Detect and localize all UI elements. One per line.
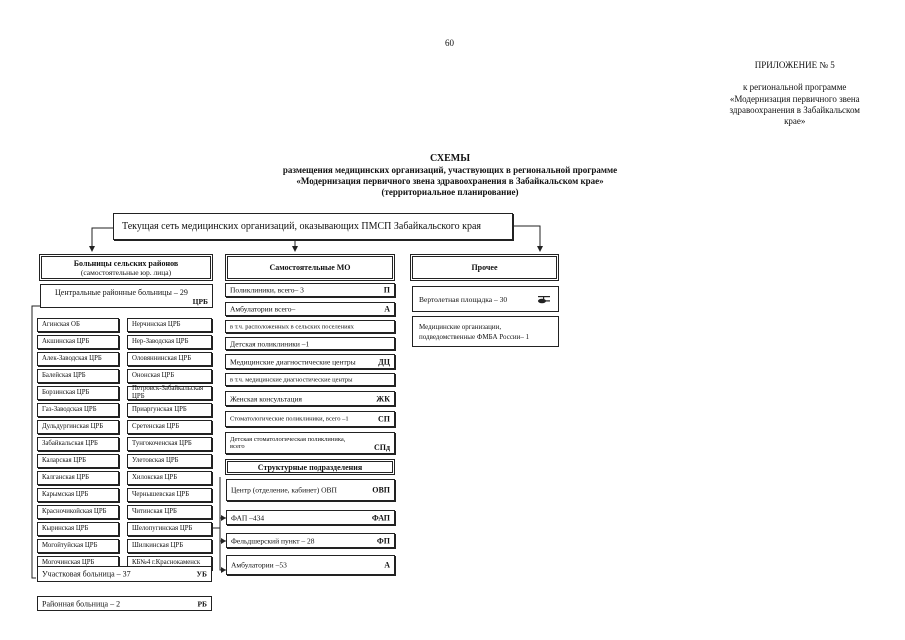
col3-header-label: Прочее	[471, 263, 498, 272]
crb-list-item	[127, 454, 212, 468]
crb-list-item-label: Кыринская ЦРБ	[42, 525, 89, 533]
crb-list-item-label: Алек-Заводская ЦРБ	[42, 355, 102, 363]
appendix-line: крае»	[784, 116, 806, 126]
crb-list-item-label: Могочинская ЦРБ	[42, 559, 95, 567]
crb-list-item-label: Ононская ЦРБ	[132, 372, 175, 380]
col2-item	[225, 432, 395, 454]
crb-list-item-label: Нерчинская ЦРБ	[132, 321, 181, 329]
crb-list-item-label: Каларская ЦРБ	[42, 457, 86, 465]
col2-item-code: А	[384, 304, 390, 314]
col2-item-label: Детская поликлиники –1	[230, 339, 310, 348]
crb-list-item-label: Карымская ЦРБ	[42, 491, 89, 499]
heading-line: (территориальное планирование)	[381, 186, 519, 197]
col2-item-label: Медицинские диагностические центры	[230, 357, 356, 366]
crb-list-item	[37, 488, 119, 502]
crb-list-item-label: Калганская ЦРБ	[42, 474, 90, 482]
crb-list-item-label: Чернышевская ЦРБ	[132, 491, 190, 499]
col2-item-code: ДЦ	[378, 357, 390, 366]
crb-list-item-label: Сретенская ЦРБ	[132, 423, 180, 431]
crb-box	[40, 284, 213, 308]
col2-item-code: ЖК	[376, 394, 390, 403]
col2-sub-item-code: ОВП	[372, 485, 390, 495]
crb-list-item-label: Могойтуйская ЦРБ	[42, 542, 98, 550]
fmba-box	[412, 316, 559, 347]
heli-box	[412, 286, 559, 312]
crb-list-item-label: Тунгокоченская ЦРБ	[132, 440, 192, 448]
crb-list-item	[127, 471, 212, 485]
col2-item	[225, 354, 395, 369]
col1-header	[39, 254, 213, 281]
col2-sub-item	[226, 533, 395, 548]
crb-list-item-label: Забайкальская ЦРБ	[42, 440, 98, 448]
col1-header-subtitle: (самостоятельные юр. лица)	[80, 268, 172, 277]
fmba-line2: подведомственные ФМБА России– 1	[419, 333, 530, 341]
crb-list-item-label: Дульдургинская ЦРБ	[42, 423, 104, 431]
crb-list-item	[127, 335, 212, 349]
appendix-line: «Модернизация первичного звена	[729, 93, 860, 104]
col2-item	[225, 302, 395, 316]
root-box	[113, 213, 513, 240]
heading-line: размещения медицинских организаций, участвующих в региональной программе	[282, 165, 618, 175]
col2-sub-item-code: А	[384, 560, 390, 570]
appendix-block	[730, 60, 861, 127]
col2-subheader	[225, 459, 395, 475]
appendix-line: к региональной программе	[743, 82, 847, 93]
crb-list-item-label: Борзинская ЦРБ	[42, 389, 90, 397]
rb-box	[37, 596, 212, 611]
col2-item	[225, 320, 395, 333]
crb-list-item-label: Красночикойская ЦРБ	[42, 508, 107, 516]
crb-list-item	[37, 386, 119, 400]
col2-sub-item-label: Амбулатории –53	[231, 560, 287, 570]
col2-item	[225, 411, 395, 427]
crb-list-item	[127, 369, 212, 383]
col2-item	[225, 391, 395, 406]
fmba-line1: Медицинские организации,	[419, 323, 502, 331]
crb-list-item	[127, 539, 212, 553]
col2-item-code: П	[383, 285, 390, 295]
crb-list-item-label: Агинская ОБ	[42, 321, 80, 329]
col2-item-label: в т.ч. расположенных в сельских поселениях	[230, 323, 354, 330]
crb-list-item-label: Петровск-Забайкальская ЦРБ	[132, 385, 204, 400]
crb-list-item-label: КБ№4 г.Краснокаменск	[132, 559, 201, 567]
crb-list-item	[37, 437, 119, 451]
page-number: 60	[445, 38, 454, 48]
crb-list-item-label: Улетовская ЦРБ	[132, 457, 179, 465]
crb-list-item	[127, 403, 212, 417]
col2-subheader-label: Структурные подразделения	[257, 463, 363, 472]
crb-list-item-label: Акшинская ЦРБ	[42, 338, 90, 346]
crb-list-item	[127, 437, 212, 451]
crb-list-item	[37, 539, 119, 553]
col2-item-code: СПд	[373, 443, 390, 452]
crb-list-item-label: Нер-Заводская ЦРБ	[132, 338, 189, 346]
col2-sub-item	[226, 555, 395, 575]
crb-list-item	[37, 403, 119, 417]
crb-list-item-label: Читинская ЦРБ	[132, 508, 177, 516]
root-label: Текущая сеть медицинских организаций, оказывающих ПМСП Забайкальского края	[122, 221, 482, 232]
col2-item-label: Женская консультация	[230, 394, 302, 403]
ub-code: УБ	[196, 569, 207, 579]
crb-list-item-label: Приаргунская ЦРБ	[132, 406, 187, 414]
col2-item	[225, 373, 395, 386]
heading-title: СХЕМЫ	[429, 153, 471, 164]
crb-list-item	[37, 335, 119, 349]
heading-line: «Модернизация первичного звена здравоохранения в Забайкальском крае»	[296, 175, 604, 186]
col2-sub-item-code: ФП	[376, 536, 390, 545]
crb-list-item-label: Балейская ЦРБ	[42, 372, 86, 380]
col2-sub-item-label: Фельдшерский пункт – 28	[231, 536, 315, 545]
col2-item-label: Амбулатории всего–	[230, 304, 296, 314]
col2-item-label: в т.ч. медицинские диагностические центры	[230, 376, 353, 383]
crb-list-item	[127, 352, 212, 366]
col2-sub-item	[226, 510, 395, 525]
col2-header-label: Самостоятельные МО	[269, 263, 351, 272]
crb-list-item	[127, 488, 212, 502]
crb-list-item	[37, 471, 119, 485]
col3-header	[410, 254, 559, 281]
crb-list-item	[37, 505, 119, 519]
ub-label: Участковая больница – 37	[42, 569, 131, 579]
col2-sub-item-label: ФАП –434	[231, 513, 265, 522]
col2-item-label: Стоматологические поликлиники, всего –1	[230, 415, 349, 423]
crb-list-item	[127, 386, 212, 400]
appendix-title: ПРИЛОЖЕНИЕ № 5	[754, 60, 835, 70]
crb-list-item	[37, 454, 119, 468]
crb-list-item	[37, 318, 119, 332]
rb-label: Районная больница – 2	[42, 599, 121, 608]
col2-item	[225, 283, 395, 297]
col2-item	[225, 337, 395, 350]
crb-label: Центральные районные больницы – 29	[55, 288, 188, 297]
rb-code: РБ	[197, 599, 207, 608]
crb-list-item	[37, 420, 119, 434]
crb-list-item	[37, 352, 119, 366]
col2-sub-item-label: Центр (отделение, кабинет) ОВП	[231, 485, 337, 495]
col2-item-label: Детская стоматологическая поликлиника, всего	[230, 436, 346, 451]
crb-code: ЦРБ	[192, 297, 208, 306]
crb-list-item-label: Газ-Заводская ЦРБ	[42, 406, 97, 414]
crb-list-item-label: Хилокская ЦРБ	[132, 474, 178, 482]
appendix-line: здравоохранения в Забайкальском	[729, 104, 860, 115]
col2-item-code: СП	[378, 414, 390, 424]
crb-list-item-label: Оловяннинская ЦРБ	[132, 355, 192, 363]
col2-sub-item-code: ФАП	[371, 513, 390, 522]
crb-list-item-label: Шелопугинская ЦРБ	[132, 525, 193, 533]
crb-list-item	[127, 522, 212, 536]
col1-header-title: Больницы сельских районов	[73, 259, 179, 268]
col2-sub-item	[226, 479, 395, 501]
helicopter-icon	[537, 296, 551, 304]
crb-list-item-label: Шилкинская ЦРБ	[132, 542, 184, 550]
col2-item-label: Поликлиники, всего– 3	[230, 285, 304, 295]
crb-list-item	[127, 505, 212, 519]
ub-box	[37, 566, 212, 582]
crb-list-item	[127, 420, 212, 434]
crb-list-item	[37, 369, 119, 383]
crb-list-item	[37, 522, 119, 536]
heli-label: Вертолетная площадка – 30	[419, 295, 508, 304]
crb-list-item	[127, 318, 212, 332]
col2-header	[225, 254, 395, 281]
heading	[200, 153, 700, 197]
